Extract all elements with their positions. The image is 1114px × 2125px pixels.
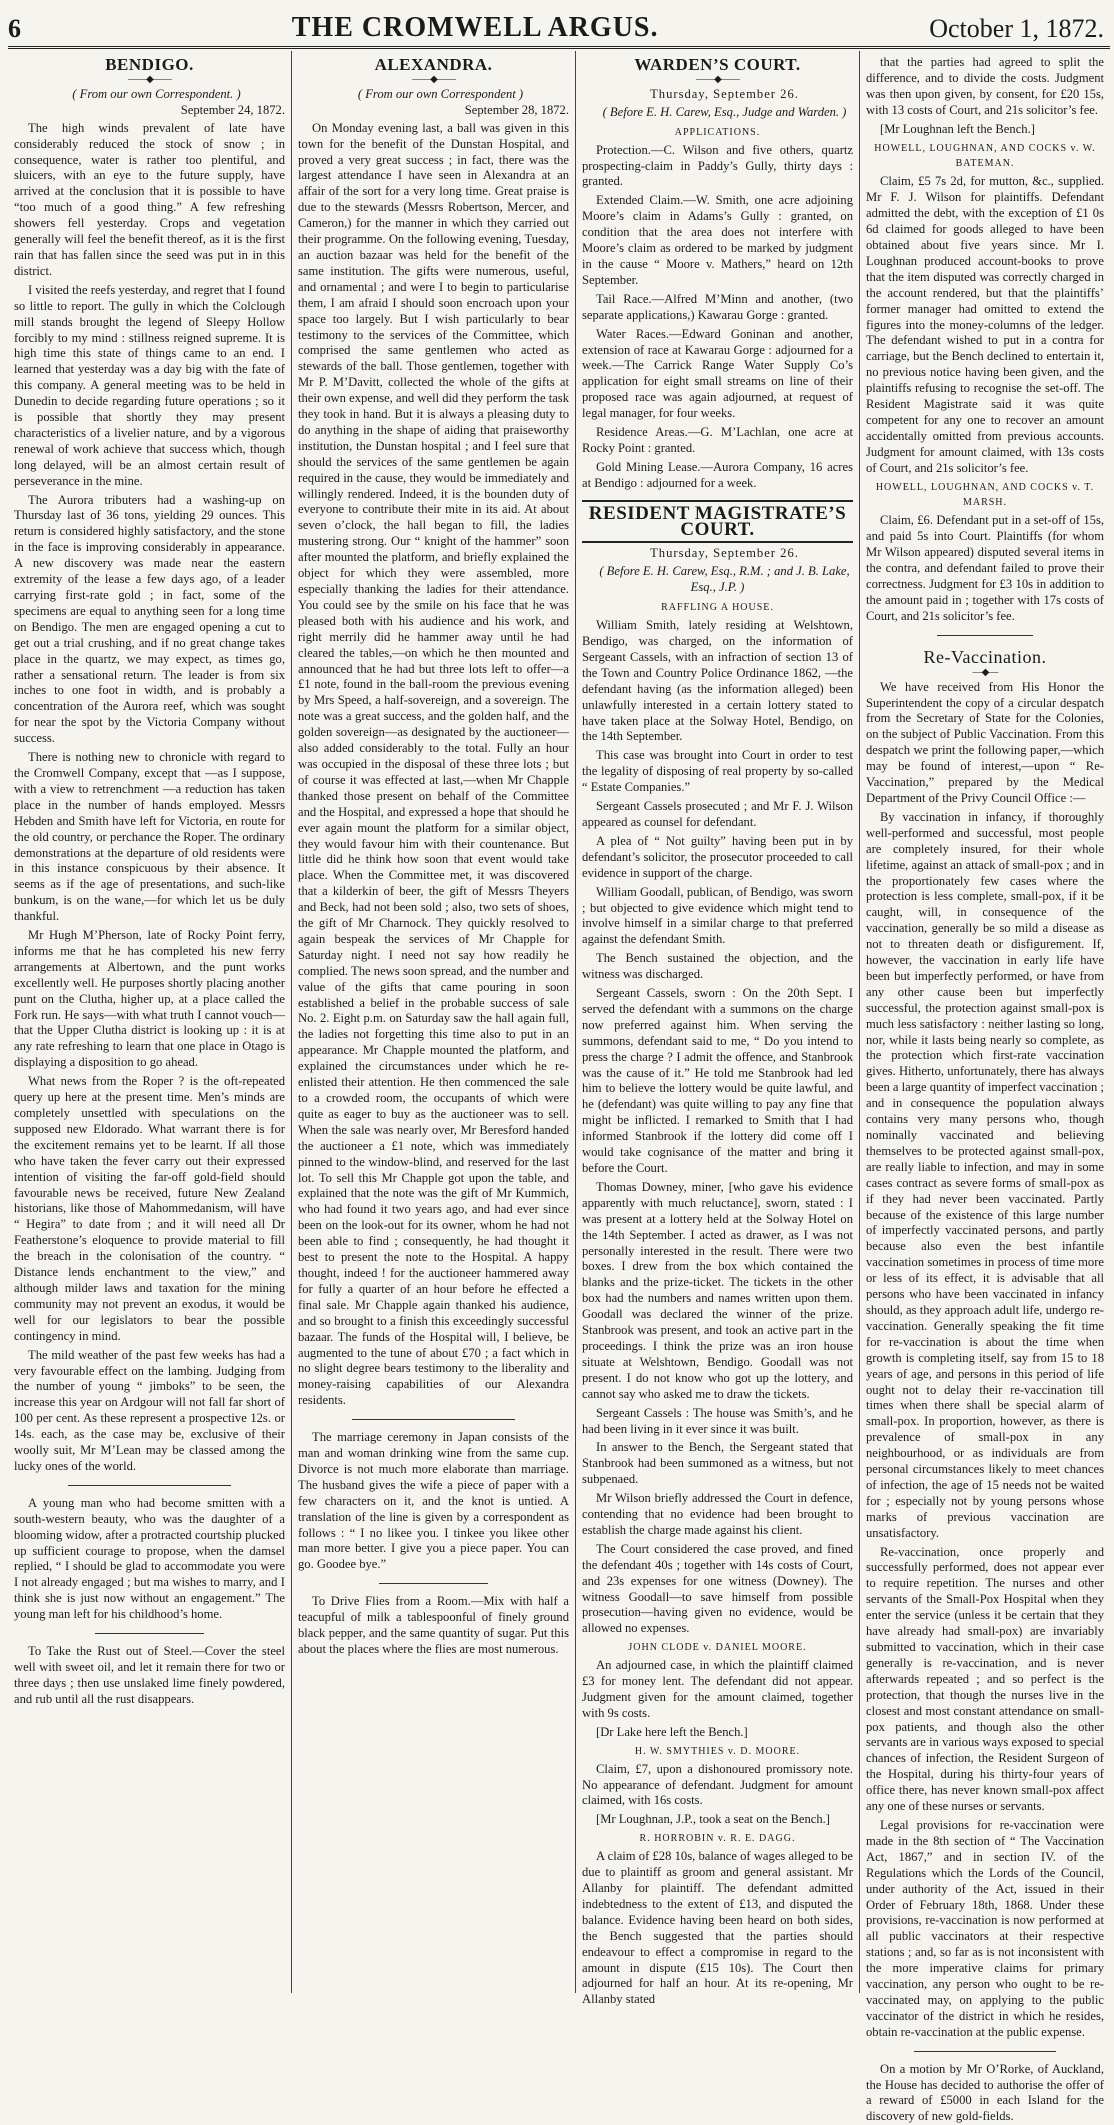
ornament-divider: ——◆—— — [128, 73, 171, 85]
application-item: Protection.—C. Wilson and five others, quartz prospecting-claim in Paddy’s Gully, thirty days : granted. — [582, 142, 853, 189]
paragraph-gold-reward: On a motion by Mr O’Rorke, of Auckland, the House has decided to authorise the offer of a reward of £5000 in each Island for the discovery of new gold-fields. — [866, 2061, 1104, 2124]
divider — [352, 1419, 515, 1420]
paragraph: Mr Hugh M’Pherson, late of Rocky Point ferry, informs me that he has completed his new ferry arrangements at Albertown, and the punt works excellently well. He purposes shortly placing another punt on the Clutha, higher up, at a place called the Fork run. He says—with what truth I cannot vouch—that the Upper Clutha district is looking up : it is at any rate refreshing to learn that one place in Otago is displaying a disposition to go ahead. — [14, 928, 285, 1070]
paragraph: We have received from His Honor the Superintendent the copy of a circular despatch from the Secretary of State for the Colonies, on the subject of Public Vaccination. From this despatch we print the following paper,—which may be found of interest,—upon “ Re-Vaccination,” prepared by the Medical Department of the Privy Council Office :— — [866, 679, 1104, 805]
paragraph: William Goodall, publican, of Bendigo, was sworn ; but objected to give evidence which might tend to involve himself in a similar charge to that preferred against the defendant Smith. — [582, 884, 853, 947]
ornament-divider: ——◆—— — [696, 73, 739, 85]
paragraph: Claim, £5 7s 2d, for mutton, &c., supplied. Mr F. J. Wilson for plaintiffs. Defendant admitted the debt, with the exception of £1 0s 6d claimed for goods alleged to have been obtained about five years since. Mr I. Loughnan produced account-books to prove that the item disputed was correctly charged in the account rendered, but that the plaintiffs’ former manager had omitted to extend the figures into the money-columns of the ledger. The defendant wished to put in a contra for carriage, but the Bench declined to entertain it, no previous notice having been given, and the plaintiffs refusing to recognise the set-off. The Resident Magistrate said it was quite competent for any one to recover an amount accidentally omitted from previous accounts. Judgment for amount claimed, with 13s costs of Court, and 21s solicitor’s fee. — [866, 174, 1104, 475]
paragraph: Sergeant Cassels, sworn : On the 20th Sept. I served the defendant with a summons on the charge now preferred against him. When serving the summons, defendant said to me, “ Do you intend to press the charge ? I admit the offence, and Stanbrook was the cause of it.” He told me Stanbrook had led him to believe the lottery would be quite lawful, and he (defendant) was quite willing to pay any fine that might be inflicted. I remarked to Smith that I had informed Stanbrook if the lottery did come off I would take cognisance of the matter and bring it before the Court. — [582, 986, 853, 1175]
application-item: Water Races.—Edward Goninan and another, extension of race at Kawarau Gorge : adjourned for a week.—The Carrick Range Water Supply Co’s application for eight small streams on line of their proposed race was again adjourned, at request of legal manager, for four weeks. — [582, 326, 853, 421]
paragraph-smitten: A young man who had become smitten with a south-western beauty, who was the daughter of a blooming widow, after a protracted courtship plucked up sufficient courage to propose, when the damsel replied, “ I should be glad to accommodate you were I not already engaged ; but ma wishes to marry, and I think she is just now without an engagement.” The young man left for his childhood’s home. — [14, 1495, 285, 1622]
paragraph: This case was brought into Court in order to test the legality of disposing of real property by so-called “ Estate Companies.” — [582, 748, 853, 795]
article-heading-bendigo: BENDIGO. — [105, 55, 194, 74]
divider — [379, 1583, 487, 1584]
case-label: HOWELL, LOUGHNAN, AND COCKS v. W. BATEMAN. — [874, 142, 1096, 170]
ornament-divider: —◆— — [972, 666, 998, 678]
column-4 — [860, 51, 1110, 2124]
paragraph-rust: To Take the Rust out of Steel.—Cover the steel well with sweet oil, and let it remain there for two or three days ; then use unslaked lime finely powdered, and rub until all the rust disappears. — [14, 1644, 285, 1706]
column-2 — [292, 51, 576, 1993]
article-heading-revaccination: Re-Vaccination. — [923, 646, 1047, 667]
byline: ( From our own Correspondent ) — [357, 86, 524, 101]
application-item: Gold Mining Lease.—Aurora Company, 16 acres at Bendigo : adjourned for a week. — [582, 459, 853, 490]
paragraph: A claim of £28 10s, balance of wages alleged to be due to plaintiff as groom and general assistant. Mr Allanby for plaintiff. The defendant admitted indebtedness to the extent of £13, and disputed the balance. Evidence having been heard on both sides, the Bench suggested that the parties should endeavour to effect a compromise in regard to the amount in dispute (£15 10s). The Court then adjourned for half an hour. At its re-opening, Mr Allanby stated — [582, 1849, 853, 2007]
paragraph-japan-marriage: The marriage ceremony in Japan consists of the man and woman drinking wine from the same cup. Divorce is not much more elaborate than marriage. The husband gives the wife a piece of paper with a few characters on it, and the knot is untied. A translation of the line is given by a correspondent as follows : “ I no likee you. I tinkee you likee other man more better. I give you a piece paper. You can go. Goodee bye.” — [298, 1430, 569, 1572]
paragraph: [Mr Loughnan, J.P., took a seat on the Bench.] — [596, 1812, 830, 1827]
bench: ( Before E. H. Carew, Esq., Judge and Warden. ) — [602, 104, 847, 119]
session-date: Thursday, September 26. — [650, 546, 799, 561]
divider — [68, 1485, 231, 1486]
divider — [937, 635, 1032, 636]
paragraph: On Monday evening last, a ball was given in this town for the benefit of the Dunstan Hospital, and proved a very great success ; in fact, there was the largest attendance I have seen in Alexandra at an affair of the sort for a very long time. Great praise is due to the stewards (Messrs Robertson, Mercer, and Cameron,) for the manner in which they carried out their programme. On the following evening, Tuesday, an auction bazaar was held for the benefit of the same institution. The gifts were numerous, useful, and ornamental ; and were I to begin to particularise them, I am afraid I should soon encroach upon your space too largely. But I wish particularly to bear testimony to the services of the Committee, which comprised the same gentlemen who acted as stewards of the ball. Those gentlemen, together with Mr P. M’Davitt, collected the whole of the gifts at their own expense, and well did they perform the task they took in hand. But it is always a pleasing duty to do anything in the shape of aiding that praiseworthy institution, the Dunstan hospital ; and I feel sure that should the services of the same gentlemen be again required in the cause, they would be immediately and willingly rendered. Indeed, it is the bounden duty of everyone to contribute their mite in its aid. At about seven o’clock, the hall began to fill, the ladies mustering strong. Our “ knight of the hammer” soon after mounted the platform, and briefly explained the object for which they were assembled, more especially thanking the ladies for their attendance. You could see by the smile on his face that he was pleased both with his audience and his work, and right merrily did he hammer away until he had cleared the tables,—on which he then mounted and announced that he had but three lots left to offer—a £1 note, found in the ball-room the previous evening by Mrs Speed, a half-sovereign, and a sovereign. The note was a great success, and the golden half, and the golden sovereign—as designated by the auctioneer—also added considerably to the total. Fully an hour was occupied in the disposal of these three lots ; but of course it was effected at last,—when Mr Chapple thanked those present on behalf of the Committee and the Hospital, and expressed a hope that should he ever again mount the platform for a similar object, they would favour him with their countenance. But little did he think how soon that event would take place. When the Committee met, it was discovered that a kilderkin of beer, the gift of Messrs Theyers and Beck, had not been sold ; also, two sets of shoes, the gift of Mr Charnock. They quickly resolved to again bespeak the services of Mr Chapple for Saturday night. I need not say how readily he complied. The news soon spread, and the number and value of the gifts that came pouring in soon established a belief in the probable success of sale No. 2. Eight p.m. on Saturday saw the hall again full, the ladies not forgetting this time also to put in an appearance. Mr Chapple mounted the platform, and explained the circumstances under which he re-enlisted their attention. He then commenced the sale to a crowded room, the occupants of which were quite as eager to buy as the auctioneer was to sell. When the sale was nearly over, Mr Beresford handed the auctioneer a £1 note, which was immediately pinned to the window-blind, and reserved for the last lot. To sell this Mr Chapple got upon the table, and explained that the note was the gift of Mr Kummich, who had found it two years ago, and had ever since been on the look-out for its owner, whom he had not been able to find ; consequently, he had thought it best to present the note to the Hospital. A happy thought, indeed ! for the auctioneer hammered away for fully a quarter of an hour before he effected a final sale. Mr Chapple again thanked his audience, and so brought to a finish this exceedingly successful bazaar. The funds of the Hospital will, I believe, be augmented to the tune of about £70 ; a fact which in no slight degree bears testimony to the liberality and money-raising capabilities of our Alexandra residents. — [298, 120, 569, 1408]
session-date: Thursday, September 26. — [650, 86, 799, 101]
case-label: JOHN CLODE v. DANIEL MOORE. — [628, 1642, 807, 1654]
paragraph: A plea of “ Not guilty” having been put in by defendant’s solicitor, the prosecutor proceeded to call evidence in support of the charge. — [582, 833, 853, 880]
case-label: HOWELL, LOUGHNAN, AND COCKS v. T. MARSH. — [875, 481, 1095, 509]
paragraph: By vaccination in infancy, if thoroughly well-performed and successful, most people are completely insured, for their whole lifetime, against an attack of small-pox ; and in the proportionately few cases where the protection is less complete, small-pox, if it be caught, will, in consequence of the vaccination, generally be so mild a disease as not to threaten death or disfigurement. If, however, the vaccination in early life have been but imperfectly performed, or have from any other cause been but imperfectly successful, the protection against small-pox is much less satisfactory : neither lasting so long, nor, while it lasts being nearly so complete, as the protection which first-rate vaccination gives. Hitherto, unfortunately, there has always been a large quantity of imperfect vaccination ; and in consequence the population always contains very many persons who, though nominally vaccinated and believing themselves to be protected against small-pox, are really liable to infection, and may in some cases contract as severe forms of small-pox as if they had never been vaccinated. Partly because of the existence of this large number of imperfectly vaccinated persons, and partly because also even the best infantile vaccination sometimes in process of time more or less of its effect, it is advisable that all persons who have been vaccinated in infancy should, as they approach adult life, undergo re-vaccination. Generally speaking the fit time for re-vaccination is about the time when growth is completing itself, say from 15 to 18 years of age, and persons in this period of life ought not to delay their re-vaccination till times when there shall be special alarm of small-pox. In proportion, however, as there is prevalence of small-pox in any neighbourhood, or as individuals are from personal circumstances likely to meet chances of infection, the age of 15 needs not be waited for ; especially not by young persons whose marks of previous vaccination are unsatisfactory. — [866, 809, 1104, 1540]
paragraph: Legal provisions for re-vaccination were made in the 8th section of “ The Vaccination Act, 1867,” and in section IV. of the Regulations which the Lords of the Council, under authority of the Act, issued in their Order of February 18th, 1868. Under these provisions, re-vaccination is now performed at all public vaccinators at their respective stations ; and, so far as is not inconsistent with the more imperative claims for primary vaccination, any person who ought to be re-vaccinated may, on applying to the public vaccinator of the district in which he resides, obtain re-vaccination at the public expense. — [866, 1817, 1104, 2039]
paragraph: The Aurora tributers had a washing-up on Thursday last of 36 tons, yielding 29 ounces. This return is considered highly satisfactory, and the stone in the face is improving considerably in appearance. A new discovery was made near the eastern extremity of the lease a few days ago, of a leader carrying first-rate gold ; in fact, some of the specimens are equal to anything seen for a long time on Bendigo. The men are engaged opening a cut to get out a trial crushing, and if no great change takes place in the quartz, we may expect, as times go, rather a sensational return. The leader is from six inches to one foot in width, and is probably a concentration of the Aurora reef, which was sought for near the spot by the Victoria Company without success. — [14, 492, 285, 746]
application-item: Extended Claim.—W. Smith, one acre adjoining Moore’s claim in Adams’s Gully : granted, on condition that the area does not interfere with Moore’s claim as ordered to be marked by judgment in the cause “ Moore v. Mathers,” heard on 12th September. — [582, 193, 853, 287]
application-item: Residence Areas.—G. M’Lachlan, one acre at Rocky Point : granted. — [582, 425, 853, 455]
paragraph: [Dr Lake here left the Bench.] — [596, 1724, 748, 1739]
ornament-divider: ——◆—— — [412, 73, 455, 85]
article-body-revaccination — [866, 680, 1104, 2041]
section-label: APPLICATIONS. — [674, 126, 761, 138]
paragraph: Sergeant Cassels : The house was Smith’s, and he had been living in it ever since it was built. — [582, 1405, 853, 1436]
bench: ( Before E. H. Carew, Esq., R.M. ; and J. B. Lake, Esq., J.P. ) — [599, 564, 850, 595]
paragraph: The Bench sustained the objection, and the witness was discharged. — [582, 951, 853, 982]
masthead — [8, 0, 1110, 49]
dateline: September 24, 1872. — [180, 102, 285, 117]
case-label: H. W. SMYTHIES v. D. MOORE. — [634, 1745, 801, 1757]
case-body — [866, 174, 1104, 476]
case-body — [582, 1849, 853, 2008]
applications-list — [582, 143, 853, 492]
divider — [914, 2051, 1057, 2052]
case-body — [582, 618, 853, 1637]
case-body — [866, 513, 1104, 624]
case-body — [582, 1658, 853, 1741]
paragraph: I visited the reefs yesterday, and regret that I found so little to report. The gully in which the Colclough mill stands brought the legend of Sleepy Hollow forcibly to my mind : stillness reigned supreme. It is high time this state of things came to an end. I learned that yesterday was a day big with the fate of this company. A general meeting was to be held in Dunedin to decide regarding future operations ; so it is possible that shortly they may present characteristics of a livelier nature, and by a vigorous renewal of work achieve that success which, though long delayed, will be an almost certain result of perseverance in the mine. — [14, 282, 285, 488]
case-label: R. HORROBIN v. R. E. DAGG. — [639, 1833, 796, 1845]
case-label: RAFFLING A HOUSE. — [661, 602, 774, 614]
paragraph-flies: To Drive Flies from a Room.—Mix with half a teacupful of milk a tablespoonful of finely ground black pepper, and the same quantity of sugar. Put this about the places where the flies are most numerous. — [298, 1594, 569, 1656]
dateline: September 28, 1872. — [464, 102, 569, 117]
page-number: 6 — [8, 14, 21, 43]
article-heading-resident-magistrates-court: RESIDENT MAGISTRATE’S COURT. — [582, 500, 853, 544]
newspaper-title: THE CROMWELL ARGUS. — [291, 12, 659, 43]
article-heading-wardens-court: WARDEN’S COURT. — [634, 55, 801, 74]
issue-date: October 1, 1872. — [929, 14, 1104, 43]
article-heading-alexandra: ALEXANDRA. — [374, 55, 493, 74]
byline: ( From our own Correspondent. ) — [72, 86, 241, 101]
paragraph: The mild weather of the past few weeks has had a very favourable effect on the lambing. Judging from the number of young “ jimboks” to be seen, the increase this year on Ardgour will not fall far short of 100 per cent. As these represent a prospective 12s. or 14s. each, as the case may be, exclusive of their woolly suit, Mr M’Lean may be classed among the lucky ones of the world. — [14, 1347, 285, 1473]
paragraph: Sergeant Cassels prosecuted ; and Mr F. J. Wilson appeared as counsel for defendant. — [582, 799, 853, 829]
column-1 — [8, 51, 292, 1993]
paragraph: William Smith, lately residing at Welshtown, Bendigo, was charged, on the information of Sergeant Cassels, with an infraction of section 13 of the Town and Country Police Ordinance 1862, —the defendant having (as the information alleged) been unlawfully interested in a certain lottery stated to have taken place at the Solway Hotel, Bendigo, on the 14th September. — [582, 618, 853, 744]
paragraph: [Mr Loughnan left the Bench.] — [880, 121, 1035, 136]
column-3 — [576, 51, 860, 2007]
paragraph: An adjourned case, in which the plaintiff claimed £3 for money lent. The defendant did not appear. Judgment given for the amount claimed, together with 9s costs. — [582, 1658, 853, 1720]
case-continued — [866, 55, 1104, 138]
paragraph: Claim, £6. Defendant put in a set-off of 15s, and paid 5s into Court. Plaintiffs (for whom Mr Wilson appeared) disputed several items in the contra, and defendant failed to prove their correctness. Judgment for £3 10s in addition to the amount paid in ; together with 17s costs of Court, and 21s solicitor’s fee. — [866, 513, 1104, 623]
paragraph: There is nothing new to chronicle with regard to the Cromwell Company, except that —as I suppose, with a view to retrenchment —a reduction has taken place in the number of hands employed. Messrs Hebden and Smith have left for Victoria, en route for the old country, or perchance the Roper. The ordinary demonstrations at the departure of old residents were in this instance conspicuous by their absence. It seems as if the age of presentations, and such-like bunkum, is on the wane,—for which let us be duly thankful. — [14, 750, 285, 924]
application-item: Tail Race.—Alfred M’Minn and another, (two separate applications,) Kawarau Gorge : granted. — [582, 291, 853, 322]
case-body — [582, 1762, 853, 1829]
article-body-alexandra — [298, 121, 569, 1409]
article-body-bendigo — [14, 121, 285, 1475]
paragraph: Claim, £7, upon a dishonoured promissory note. No appearance of defendant. Judgment for amount claimed, with 16s costs. — [582, 1761, 853, 1808]
paragraph: Thomas Downey, miner, [who gave his evidence apparently with much reluctance], sworn, stated : I was present at a lottery held at the Solway Hotel on the 14th September. I acted as drawer, as I was not personally interested in the result. There were two boxes. I drew from the box which contained the blanks and the prize-ticket. The tickets in the other box had the numbers and names written upon them. Goodall was declared the winner of the prize. Stanbrook was present, and took an active part in the proceedings. I think the prize was an iron house situate at Welshtown, Bendigo. Goodall was not present. I do not know who got up the lottery, and cannot say who asked me to draw the tickets. — [582, 1179, 853, 1401]
paragraph: Mr Wilson briefly addressed the Court in defence, contending that no evidence had been brought to establish the charge made against his client. — [582, 1491, 853, 1537]
divider — [95, 1633, 203, 1634]
columns — [8, 51, 1110, 2124]
paragraph: What news from the Roper ? is the oft-repeated query up here at the present time. Men’s minds are completely unsettled with speculations on the supposed new Eldorado. What warrant there is for the excitement remains yet to be learnt. If all those who have taken the fever carry out their expressed intention of visiting the far-off gold-field should favourable news be received, future New Zealand historians, like those of Mahommedanism, will have “ Hegira” to date from ; and it will need all Dr Featherstone’s eloquence to provide material to fill the breach in the colonisation of the country. “ Distance lends enchantment to the view,” and although milder laws and taxation for the mining community may not prevent an exodus, it would be well for our legislators to bear the possible contingency in mind. — [14, 1074, 285, 1343]
paragraph: Re-vaccination, once properly and successfully performed, does not appear ever to require repetition. The nurses and other servants of the Small-Pox Hospital when they enter the service (unless it be certain that they have already had small-pox) are invariably submitted to vaccination, which in their case generally is re-vaccination, and is never afterwards repeated ; and so perfect is the protection, that though the nurses live in the closest and most constant attendance on small-pox patients, and though also the other servants are in various ways exposed to special chances of infection, the Resident Surgeon of the Hospital, during his thirty-four years of office there, has never known small-pox affect any one of these nurses or servants. — [866, 1544, 1104, 1814]
paragraph: The Court considered the case proved, and fined the defendant 40s ; together with 14s costs of Court, and 23s expenses for one witness (Downey). The witness Goodall—to save himself from possible prosecution—having given no evidence, would be allowed no expenses. — [582, 1541, 853, 1636]
paragraph: that the parties had agreed to split the difference, and to divide the costs. Judgment was then upon given, by consent, for £20 15s, with 13 costs of Court, and 21s solicitor’s fee. — [866, 55, 1104, 117]
paragraph: The high winds prevalent of late have considerably reduced the stock of snow ; in consequence, water is rather too plentiful, and sluicers, with an eye to the future supply, have arrived at the conclusion that it is possible to have “too much of a good thing.” A few refreshing showers fell yesterday. Crops and vegetation generally will feel the benefit thereof, as it is the first rain that has fallen since the seed was put in in this district. — [14, 120, 285, 278]
paragraph: In answer to the Bench, the Sergeant stated that Stanbrook had been summoned as a witness, but not subpenaed. — [582, 1440, 853, 1487]
